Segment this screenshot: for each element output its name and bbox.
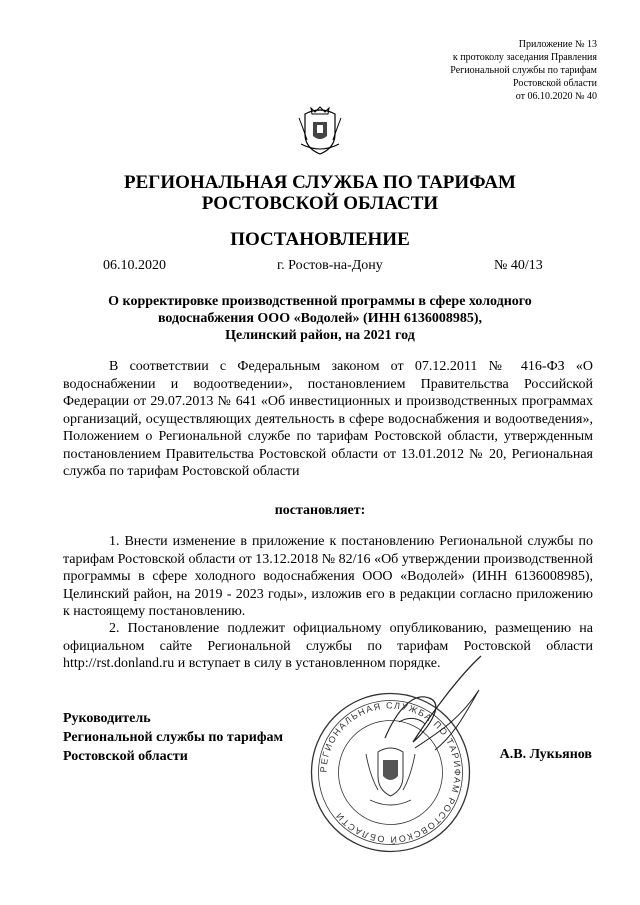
document-date: 06.10.2020	[103, 258, 166, 273]
document-subject	[60, 293, 580, 344]
organization-title	[0, 172, 640, 214]
signatory-name: А.В. Лукьянов	[499, 747, 592, 762]
coat-of-arms-icon	[297, 104, 343, 156]
appendix-line: от 06.10.2020 № 40	[515, 91, 597, 102]
document-type: ПОСТАНОВЛЕНИЕ	[230, 229, 410, 250]
appendix-line: к протоколу заседания Правления	[452, 52, 597, 63]
item-2-paragraph: 2. Постановление подлежит официальному опубликованию, размещению на официальном сайте Региональной службы по тарифам Ростовской области http://rst.donland.ru и вступает в силу в установленном порядке.	[63, 621, 593, 671]
appendix-line: Ростовской области	[513, 78, 597, 89]
subject-line: Целинский район, на 2021 год	[225, 328, 415, 343]
signatory-title-line: Руководитель	[63, 711, 151, 726]
document-place: г. Ростов-на-Дону	[277, 258, 383, 273]
signatory-title-line: Ростовской области	[63, 749, 188, 764]
appendix-line: Приложение № 13	[518, 39, 597, 50]
preamble-paragraph: В соответствии с Федеральным законом от 07.12.2011 № 416-ФЗ «О водоснабжении и водоотведении», постановлением Правительства Российской Федерации от 29.07.2013 № 641 «Об инвестиционных и производственных программах организаций, осуществляющих деятельность в сфере водоснабжения и водоотведения», Положением о Региональной службе по тарифам Ростовской области, утвержденным постановлением Правительства Ростовской области от 13.01.2012 № 20, Региональная служба по тарифам Ростовской области	[63, 359, 593, 479]
item-1-paragraph: 1. Внести изменение в приложение к постановлению Региональной службы по тарифам Ростовской области от 13.12.2018 № 82/16 «Об утверждении производственной программы в сфере холодного водоснабжения ООО «Водолей» (ИНН 6136008985), Целинский район, на 2019 - 2023 годы», изложив его в редакции согласно приложению к настоящему постановлению.	[63, 534, 593, 619]
organization-title-line: РЕГИОНАЛЬНАЯ СЛУЖБА ПО ТАРИФАМ	[124, 172, 516, 193]
appendix-line: Региональной службы по тарифам	[450, 65, 597, 76]
subject-line: О корректировке производственной программы в сфере холодного	[108, 294, 532, 309]
signatory-title-line: Региональной службы по тарифам	[63, 730, 284, 745]
appendix-note	[337, 38, 597, 103]
signatory-title	[63, 709, 283, 766]
handwritten-signature-icon	[355, 650, 495, 760]
subject-line: водоснабжения ООО «Водолей» (ИНН 6136008985),	[157, 311, 483, 326]
seal-lettering: РЕГИОНАЛЬНАЯ СЛУЖБА ПО ТАРИФАМ РОСТОВСКОЙ ОБЛАСТИ	[318, 700, 463, 845]
organization-title-line: РОСТОВСКОЙ ОБЛАСТИ	[201, 193, 439, 214]
resolves-heading: постановляет:	[274, 503, 366, 518]
document-number: № 40/13	[494, 258, 543, 273]
